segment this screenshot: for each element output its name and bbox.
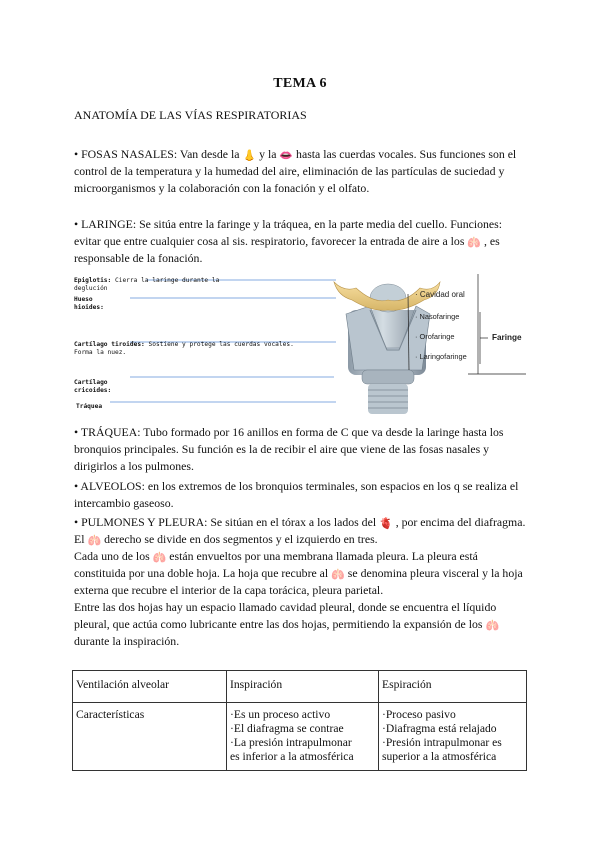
label-traquea: Tráquea [76, 403, 103, 410]
laringe-text-1: Se sitúa entre la faringe y la tráquea, en la parte media del cuello. Funciones: evitar que entre cualquier cosa al sis. respiratorio, favorecer la entrada de aire a los [74, 217, 503, 248]
list-item: ·Presión intrapulmonar es [382, 736, 502, 749]
table-header-cell: Inspiración [227, 671, 379, 703]
label-nasofaringe: · Nasofaringe [415, 312, 460, 321]
nose-icon: 👃 [242, 150, 257, 162]
pulmones-text-1: Se sitúan en el tórax a los lados del [207, 515, 380, 529]
row-label: Características [73, 703, 227, 771]
label-laringofaringe: · Laringofaringe [415, 352, 467, 361]
label-orofaringe: · Orofaringe [415, 332, 455, 341]
lungs-icon: 🫁 [467, 237, 482, 249]
pleura-text-3: se denomina pleura visceral y la hoja externa que recubre el interior de la capa torácica, pleura parietal. [74, 566, 523, 597]
list-item: ·Proceso pasivo [382, 708, 456, 721]
list-item: ·Diafragma está relajado [382, 722, 497, 735]
label-hueso-hioides: Hueso hioides: [74, 296, 104, 311]
cavidad-text-2: durante la inspiración. [74, 634, 180, 648]
list-item: es inferior a la atmosférica [230, 750, 354, 763]
fosas-text-2: y la [256, 147, 280, 161]
pleura-text-1: Cada uno de los [74, 549, 153, 563]
table-header-row [73, 671, 527, 703]
pulmones-lead: • PULMONES Y PLEURA: [74, 515, 208, 529]
pulmones-text-3: derecho se divide en dos segmentos y el izquierdo en tres. [101, 532, 378, 546]
alveolos-lead: • ALVEOLOS: [74, 479, 145, 493]
cavidad-text-1: Entre las dos hojas hay un espacio llamado cavidad pleural, donde se encuentra el líquido pleural, que actúa como lubricante entre las dos hojas, permitiendo la expansión de los [74, 600, 497, 631]
alveolos-paragraph [74, 478, 526, 512]
list-item: ·Es un proceso activo [230, 708, 331, 721]
label-cavidad-oral: · Cavidad oral [415, 290, 465, 299]
lips-icon: 👄 [279, 150, 294, 162]
lungs-icon: 🫁 [485, 620, 500, 632]
page-title: TEMA 6 [273, 76, 327, 91]
laringe-text-2: , es responsable de la fonación. [74, 234, 500, 265]
list-item: ·El diafragma se contrae [230, 722, 344, 735]
traquea-lead: • TRÁQUEA: [74, 425, 141, 439]
inspiracion-cell [227, 703, 379, 771]
ventilacion-table [72, 670, 527, 771]
fosas-text-1: Van desde la [177, 147, 243, 161]
heart-icon: 🫀 [379, 518, 393, 530]
label-faringe: Faringe [492, 333, 522, 342]
list-item: superior a la atmosférica [382, 750, 497, 763]
pleura-text-2: están envueltos por una membrana llamada pleura. La pleura está constituida por una doble hoja. La hoja que recubre al [74, 549, 478, 580]
alveolos-text: en los extremos de los bronquios terminales, son espacios en los q se realiza el intercambio gaseoso. [74, 479, 519, 510]
laringe-lead: • LARINGE: [74, 217, 137, 231]
larynx-figure [74, 270, 526, 418]
espiracion-cell [379, 703, 527, 771]
lungs-icon: 🫁 [331, 569, 345, 581]
lungs-icon: 🫁 [87, 535, 102, 547]
list-item: ·La presión intrapulmonar [230, 736, 352, 749]
lungs-icon: 🫁 [152, 552, 167, 564]
larynx-drawing [334, 282, 440, 414]
traquea-paragraph [74, 424, 526, 475]
fosas-nasales-paragraph [74, 146, 526, 197]
laringe-paragraph [74, 216, 526, 267]
label-epiglotis: Epiglotis: Cierra la laringe durante la deglución [74, 277, 220, 292]
fosas-lead: • FOSAS NASALES: [74, 147, 178, 161]
label-cartilago-cricoides: Cartílago cricoides: [74, 379, 112, 394]
pulmones-paragraph [74, 514, 526, 650]
traquea-text: Tubo formado por 16 anillos en forma de C que va desde la laringe hasta los bronquios principales. Su función es la de recibir el aire que viene de las fosas nasales y dirigirlos a los pulmones. [74, 425, 504, 473]
table-row [73, 703, 527, 771]
section-subtitle: ANATOMÍA DE LAS VÍAS RESPIRATORIAS [74, 108, 307, 122]
table-header-cell: Espiración [379, 671, 527, 703]
pulmones-text-2: , por encima del diafragma. El [74, 515, 526, 546]
fosas-text-3: hasta las cuerdas vocales. Sus funciones son el control de la temperatura y la humedad del aire, eliminación de las partículas de suciedad y microorganismos y la colaboración con la fonación y el olfato. [74, 147, 517, 195]
label-cartilago-tiroides: Cartílago tiroides: Sostiene y protege las cuerdas vocales. Forma la nuez. [74, 341, 294, 356]
table-header-cell: Ventilación alveolar [73, 671, 227, 703]
